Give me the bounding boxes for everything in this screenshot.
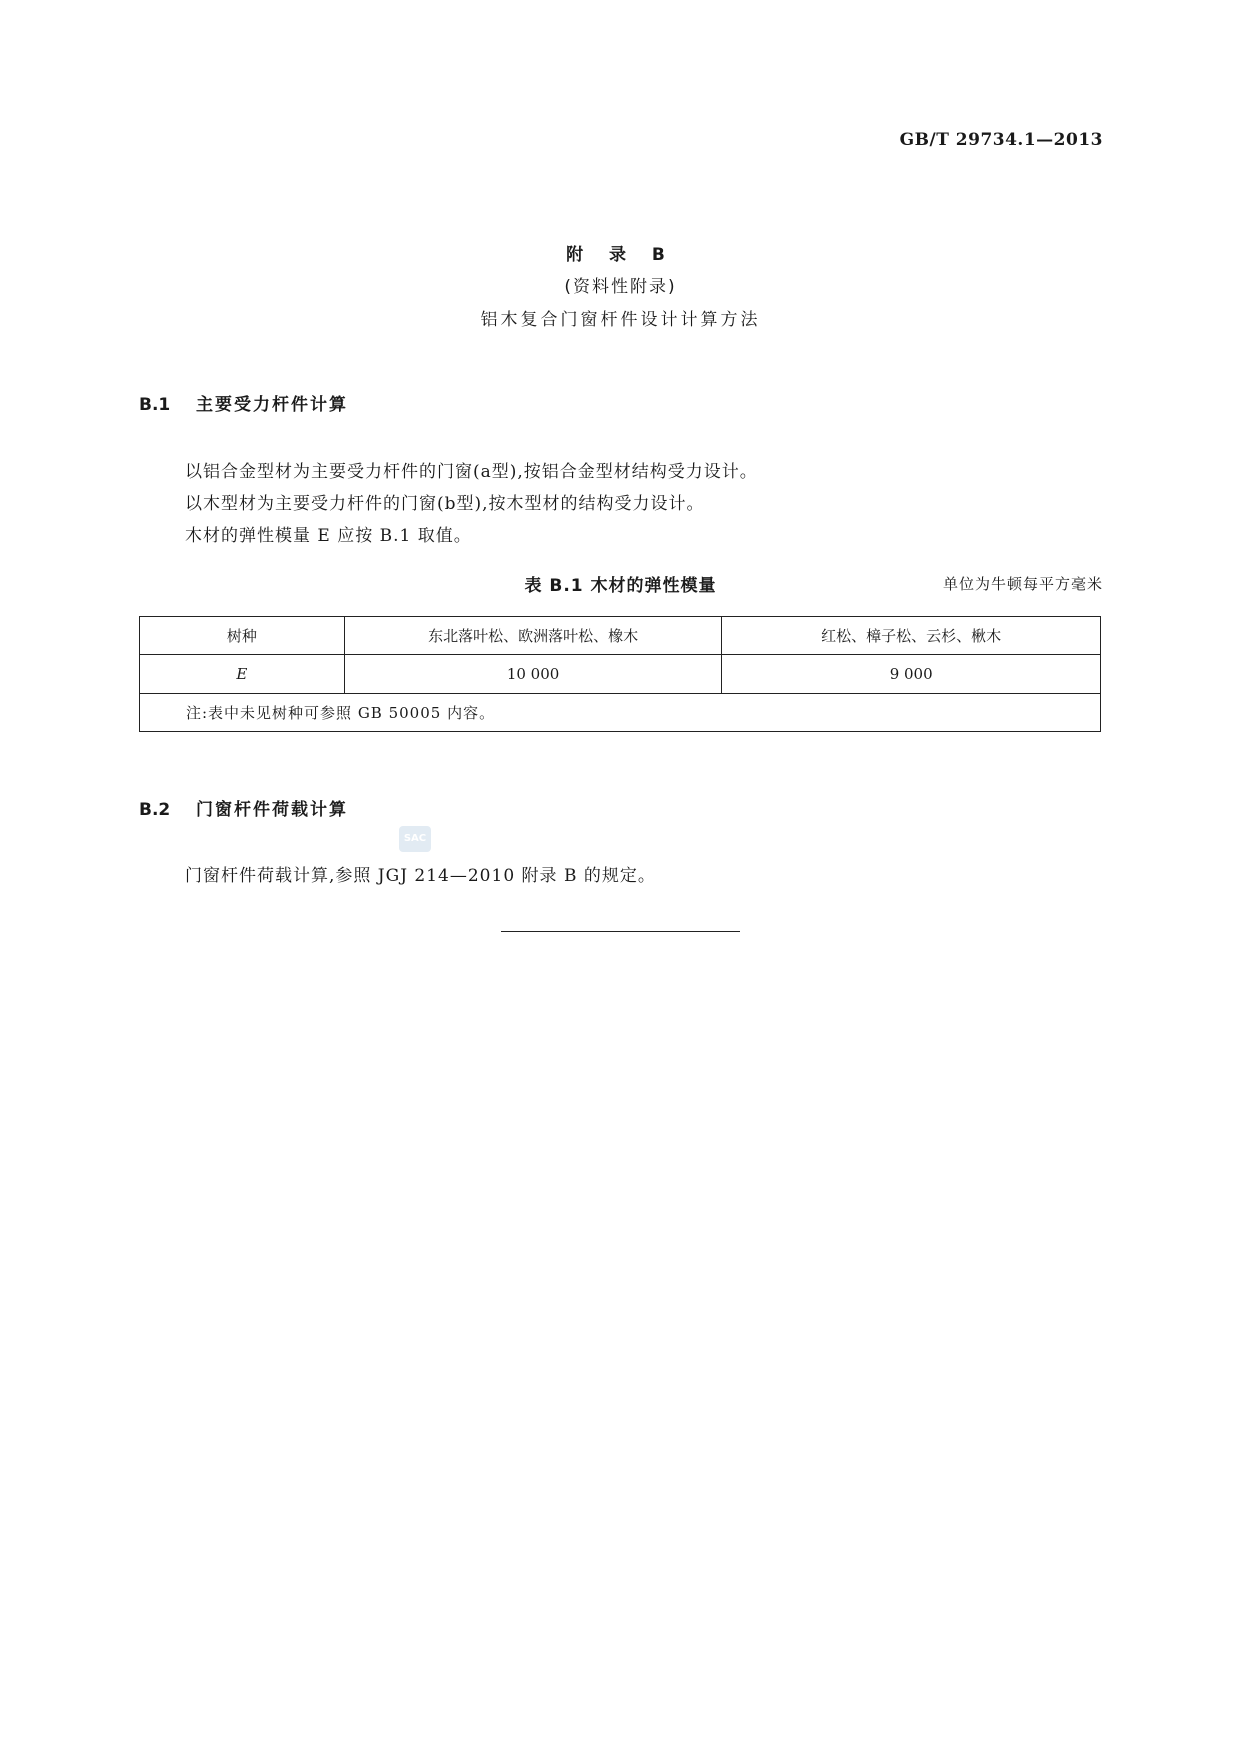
appendix-name: 铝木复合门窗杆件设计计算方法 bbox=[480, 310, 761, 330]
table-b1-unit: 单位为牛顿每平方毫米 bbox=[942, 575, 1103, 593]
section-b2-heading bbox=[139, 795, 348, 820]
table-note-row bbox=[140, 693, 1101, 731]
table-cell: E bbox=[140, 655, 345, 693]
section-b1-paragraph-2: 以木型材为主要受力杆件的门窗(b型),按木型材的结构受力设计。 bbox=[185, 494, 705, 514]
section-b1-number: B.1 bbox=[139, 395, 171, 415]
section-b2-number: B.2 bbox=[139, 800, 171, 820]
table-header-cell: 东北落叶松、欧洲落叶松、橡木 bbox=[344, 617, 722, 655]
table-header-cell: 红松、樟子松、云杉、楸木 bbox=[722, 617, 1101, 655]
appendix-type: (资料性附录) bbox=[564, 277, 677, 297]
standard-code: GB/T 29734.1—2013 bbox=[899, 130, 1103, 150]
table-header-cell: 树种 bbox=[140, 617, 345, 655]
table-note: 注:表中未见树种可参照 GB 50005 内容。 bbox=[140, 693, 1101, 731]
section-b2-title: 门窗杆件荷载计算 bbox=[196, 800, 348, 820]
section-b1-paragraph-3: 木材的弹性模量 E 应按 B.1 取值。 bbox=[185, 526, 472, 546]
table-b1-title: 表 B.1 木材的弹性模量 bbox=[524, 576, 717, 596]
section-b1-title: 主要受力杆件计算 bbox=[196, 395, 348, 415]
table-header-row bbox=[140, 617, 1101, 655]
table-cell: 10 000 bbox=[344, 655, 722, 693]
end-divider bbox=[501, 931, 740, 932]
sac-watermark-logo: SAC bbox=[399, 826, 431, 852]
table-row bbox=[140, 655, 1101, 693]
section-b2-paragraph: 门窗杆件荷载计算,参照 JGJ 214—2010 附录 B 的规定。 bbox=[185, 866, 656, 886]
table-cell: 9 000 bbox=[722, 655, 1101, 693]
elastic-modulus-table bbox=[139, 616, 1101, 732]
section-b1-paragraph-1: 以铝合金型材为主要受力杆件的门窗(a型),按铝合金型材结构受力设计。 bbox=[185, 462, 758, 482]
section-b1-heading bbox=[139, 390, 348, 415]
appendix-title: 附 录 B bbox=[566, 245, 675, 265]
